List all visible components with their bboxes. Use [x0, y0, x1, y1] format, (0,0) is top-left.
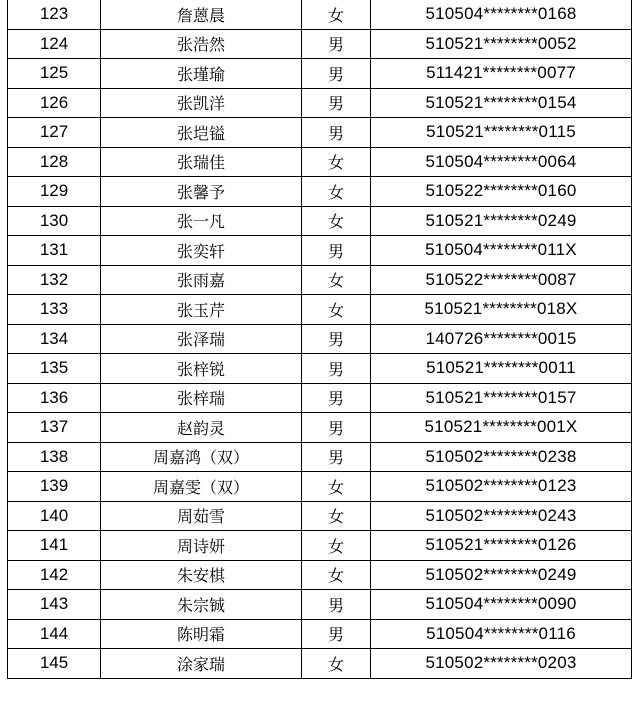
student-name-cell: 张梓瑞	[101, 383, 302, 413]
table-row	[8, 590, 632, 620]
gender-cell: 男	[302, 590, 371, 620]
table-row	[8, 501, 632, 531]
id-number-cell: 510502********0238	[371, 442, 632, 472]
id-number-cell: 510521********001X	[371, 413, 632, 443]
row-number-cell: 143	[8, 590, 101, 620]
student-name-cell: 张玉芹	[101, 295, 302, 325]
student-name-cell: 张一凡	[101, 206, 302, 236]
row-number-cell: 123	[8, 0, 101, 29]
id-number-cell: 510521********0052	[371, 29, 632, 59]
row-number-cell: 141	[8, 531, 101, 561]
gender-cell: 男	[302, 354, 371, 384]
row-number-cell: 128	[8, 147, 101, 177]
table-row	[8, 531, 632, 561]
table-row	[8, 147, 632, 177]
row-number-cell: 126	[8, 88, 101, 118]
gender-cell: 女	[302, 0, 371, 29]
row-number-cell: 129	[8, 177, 101, 207]
student-name-cell: 周嘉雯（双）	[101, 472, 302, 502]
id-number-cell: 510502********0123	[371, 472, 632, 502]
row-number-cell: 138	[8, 442, 101, 472]
gender-cell: 男	[302, 88, 371, 118]
id-number-cell: 511421********0077	[371, 59, 632, 89]
table-row	[8, 118, 632, 148]
student-name-cell: 朱安棋	[101, 560, 302, 590]
row-number-cell: 134	[8, 324, 101, 354]
id-number-cell: 510502********0203	[371, 649, 632, 679]
student-name-cell: 周嘉鸿（双）	[101, 442, 302, 472]
gender-cell: 男	[302, 324, 371, 354]
table-row	[8, 0, 632, 29]
gender-cell: 男	[302, 383, 371, 413]
student-name-cell: 陈明霜	[101, 619, 302, 649]
row-number-cell: 131	[8, 236, 101, 266]
student-name-cell: 赵韵灵	[101, 413, 302, 443]
table-row	[8, 324, 632, 354]
table-row	[8, 265, 632, 295]
id-number-cell: 510521********0249	[371, 206, 632, 236]
student-roster-table	[7, 0, 632, 679]
gender-cell: 女	[302, 649, 371, 679]
gender-cell: 女	[302, 147, 371, 177]
row-number-cell: 125	[8, 59, 101, 89]
id-number-cell: 510521********0115	[371, 118, 632, 148]
gender-cell: 男	[302, 29, 371, 59]
student-name-cell: 张梓锐	[101, 354, 302, 384]
gender-cell: 男	[302, 59, 371, 89]
gender-cell: 女	[302, 265, 371, 295]
id-number-cell: 510521********0157	[371, 383, 632, 413]
row-number-cell: 127	[8, 118, 101, 148]
gender-cell: 男	[302, 413, 371, 443]
student-name-cell: 张垲镒	[101, 118, 302, 148]
row-number-cell: 137	[8, 413, 101, 443]
student-name-cell: 张馨予	[101, 177, 302, 207]
student-name-cell: 涂家瑞	[101, 649, 302, 679]
table-row	[8, 619, 632, 649]
id-number-cell: 140726********0015	[371, 324, 632, 354]
row-number-cell: 144	[8, 619, 101, 649]
row-number-cell: 132	[8, 265, 101, 295]
table-row	[8, 236, 632, 266]
gender-cell: 男	[302, 236, 371, 266]
gender-cell: 男	[302, 118, 371, 148]
table-row	[8, 442, 632, 472]
gender-cell: 男	[302, 442, 371, 472]
gender-cell: 女	[302, 501, 371, 531]
id-number-cell: 510522********0160	[371, 177, 632, 207]
id-number-cell: 510504********0116	[371, 619, 632, 649]
table-row	[8, 206, 632, 236]
student-name-cell: 张奕轩	[101, 236, 302, 266]
student-name-cell: 张雨嘉	[101, 265, 302, 295]
row-number-cell: 145	[8, 649, 101, 679]
student-name-cell: 张泽瑞	[101, 324, 302, 354]
id-number-cell: 510502********0243	[371, 501, 632, 531]
table-row	[8, 59, 632, 89]
student-name-cell: 张凯洋	[101, 88, 302, 118]
student-name-cell: 张瑞佳	[101, 147, 302, 177]
student-name-cell: 张瑾瑜	[101, 59, 302, 89]
id-number-cell: 510521********0011	[371, 354, 632, 384]
id-number-cell: 510504********011X	[371, 236, 632, 266]
student-name-cell: 朱宗铖	[101, 590, 302, 620]
id-number-cell: 510522********0087	[371, 265, 632, 295]
table-row	[8, 560, 632, 590]
student-name-cell: 周茹雪	[101, 501, 302, 531]
row-number-cell: 140	[8, 501, 101, 531]
student-name-cell: 周诗妍	[101, 531, 302, 561]
row-number-cell: 133	[8, 295, 101, 325]
roster-body	[8, 0, 632, 678]
table-row	[8, 29, 632, 59]
gender-cell: 女	[302, 177, 371, 207]
table-row	[8, 649, 632, 679]
id-number-cell: 510504********0090	[371, 590, 632, 620]
table-row	[8, 383, 632, 413]
gender-cell: 女	[302, 206, 371, 236]
id-number-cell: 510521********0126	[371, 531, 632, 561]
id-number-cell: 510504********0168	[371, 0, 632, 29]
table-row	[8, 413, 632, 443]
gender-cell: 男	[302, 619, 371, 649]
table-row	[8, 88, 632, 118]
table-row	[8, 295, 632, 325]
id-number-cell: 510521********0154	[371, 88, 632, 118]
gender-cell: 女	[302, 472, 371, 502]
gender-cell: 女	[302, 295, 371, 325]
table-row	[8, 472, 632, 502]
student-name-cell: 张浩然	[101, 29, 302, 59]
gender-cell: 女	[302, 560, 371, 590]
id-number-cell: 510504********0064	[371, 147, 632, 177]
table-row	[8, 354, 632, 384]
row-number-cell: 130	[8, 206, 101, 236]
row-number-cell: 135	[8, 354, 101, 384]
row-number-cell: 139	[8, 472, 101, 502]
student-name-cell: 詹蒽晨	[101, 0, 302, 29]
table-row	[8, 177, 632, 207]
id-number-cell: 510502********0249	[371, 560, 632, 590]
row-number-cell: 124	[8, 29, 101, 59]
row-number-cell: 136	[8, 383, 101, 413]
gender-cell: 女	[302, 531, 371, 561]
id-number-cell: 510521********018X	[371, 295, 632, 325]
row-number-cell: 142	[8, 560, 101, 590]
